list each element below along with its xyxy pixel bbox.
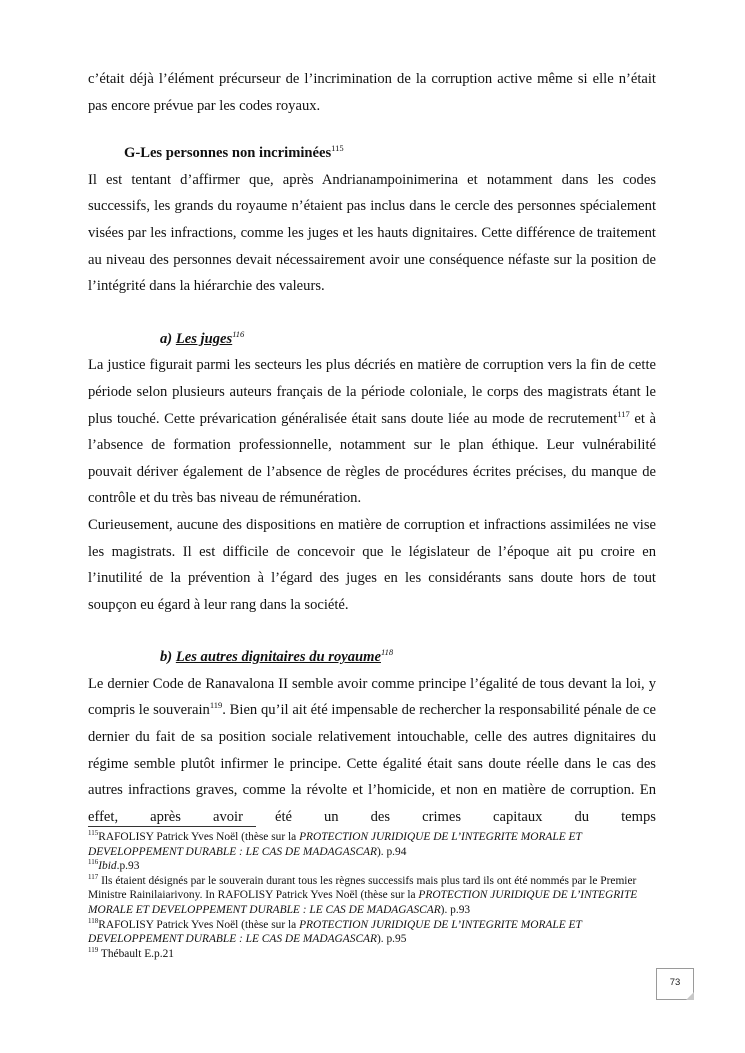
footnote-ref-118[interactable]: 118 — [380, 647, 394, 658]
section-b-para-before: Le dernier Code de Ranavalona II semble avoir comme principe l’égalité de tous devant la loi, y compris le souverain — [88, 675, 656, 719]
section-b-para-after: . Bien qu’il ait été impensable de rechercher la responsabilité pénale de ce dernier du fait de sa position sociale relativement intouchable, celle des autres dignitaires du régime semble plutôt infirmer le principe. Cette égalité était sans doute réelle dans le cas des autres infractions graves, comme la révolte et l’homicide, et non en matière de corruption. En effet, après avoir été un des crimes capitaux du temps — [88, 702, 656, 825]
footnote-text: Ils étaient désignés par le souverain durant tous les règnes successifs mais plus tard ils ont été nommés par le Premier Ministre Rainilaiarivony. In RAFOLISY Patrick Yves Noël (thèse sur la — [88, 874, 637, 902]
section-b-paragraph — [88, 671, 656, 831]
footnote-number: 118 — [88, 916, 99, 925]
footnote-ref-117[interactable]: 117 — [617, 408, 630, 419]
section-b-title: Les autres dignitaires du royaume — [175, 649, 381, 666]
body-text — [88, 66, 656, 830]
footnote-ref-119[interactable]: 119 — [209, 700, 223, 711]
footnote-118 — [88, 918, 658, 947]
footnote-ref-115[interactable]: 115 — [331, 143, 344, 154]
footnote-page: ). p.95 — [376, 933, 407, 946]
intro-paragraph: c’était déjà l’élément précurseur de l’incrimination de la corruption active même si elle n’était pas encore prévue par les codes royaux. — [88, 71, 656, 114]
footnote-page: ). p.93 — [440, 903, 471, 916]
footnote-number: 117 — [88, 872, 99, 881]
page-number: 73 — [656, 968, 694, 1000]
section-a-heading — [88, 326, 656, 353]
section-b-marker: b) — [160, 649, 173, 666]
footnote-number: 115 — [88, 829, 99, 838]
footnotes — [88, 830, 658, 961]
footnote-page: .p.93 — [116, 860, 140, 873]
footnote-ref-116[interactable]: 116 — [232, 328, 245, 339]
footnote-separator — [88, 826, 256, 827]
footnote-117 — [88, 874, 658, 918]
footnote-116 — [88, 859, 658, 874]
section-a-para1-after: et à l’absence de formation professionnelle, notamment sur le plan éthique. Leur vulnérabilité pouvait dériver également de l’absence de règles de procédures écrites précises, du manque de contrôle et du très bas niveau de rémunération. — [88, 410, 656, 507]
section-a-title: Les juges — [175, 330, 233, 347]
section-a-paragraph-1 — [88, 352, 656, 512]
footnote-115 — [88, 830, 658, 859]
section-a-paragraph-2: Curieusement, aucune des dispositions en matière de corruption et infractions assimilées ne vise les magistrats. Il est difficile de concevoir que le législateur de l’époque ait pu croire en l’inutilité de la prévention à l’égard des juges en les considérants sans doute hors de tout soupçon eu égard à leur rang dans la société. — [88, 516, 656, 613]
section-a-para1-before: La justice figurait parmi les secteurs les plus décriés en matière de corruption vers la fin de cette période selon plusieurs auteurs français de la période coloniale, le corps des magistrats étant le plus touché. Cette prévarication généralisée était sans doute liée au mode de recrutement — [88, 357, 656, 427]
footnote-text: Thébault E.p.21 — [98, 947, 174, 960]
footnote-page: ). p.94 — [376, 845, 407, 858]
footnote-text: RAFOLISY Patrick Yves Noël (thèse sur la — [98, 918, 300, 931]
section-g-heading-text: G-Les personnes non incriminées — [124, 145, 332, 162]
footnote-number: 119 — [88, 945, 99, 954]
section-a-marker: a) — [160, 330, 173, 347]
footnote-text: RAFOLISY Patrick Yves Noël (thèse sur la — [98, 831, 300, 843]
footnote-title: PROTECTION JURIDIQUE DE L’INTEGRITE MORALE ET DEVELOPPEMENT DURABLE : LE CAS DE MADAGASCAR — [88, 831, 582, 858]
footnote-title: Ibid — [98, 860, 117, 873]
footnote-title: PROTECTION JURIDIQUE DE L’INTEGRITE MORALE ET DEVELOPPEMENT DURABLE : LE CAS DE MADAGASCAR — [88, 889, 638, 916]
footnote-119 — [88, 947, 658, 962]
footnote-number: 116 — [88, 858, 99, 867]
section-b-heading — [88, 644, 656, 671]
section-g-paragraph: Il est tentant d’affirmer que, après Andrianampoinimerina et notamment dans les codes successifs, les grands du royaume n’étaient pas inclus dans le cercle des personnes spécialement visées par les infractions, comme les juges et les hauts dignitaires. Cette différence de traitement au niveau des personnes devait nécessairement avoir une conséquence néfaste sur la position de l’intégrité dans la hiérarchie des valeurs. — [88, 171, 656, 295]
section-g-heading — [88, 140, 656, 167]
footnote-title: PROTECTION JURIDIQUE DE L’INTEGRITE MORALE ET DEVELOPPEMENT DURABLE : LE CAS DE MADAGASCAR — [88, 918, 582, 946]
